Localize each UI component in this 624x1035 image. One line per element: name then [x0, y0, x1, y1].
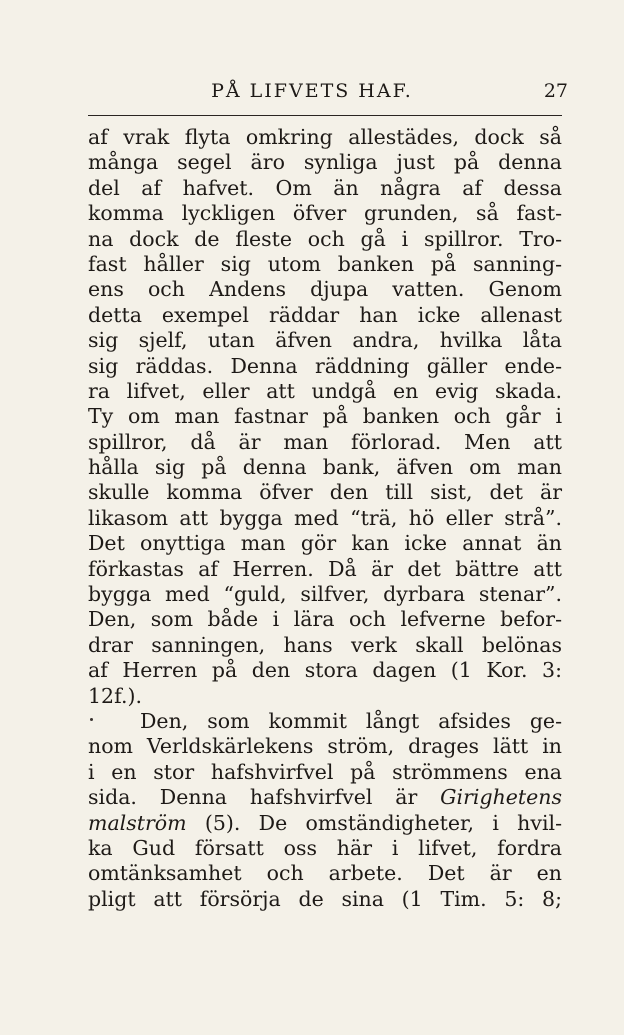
- text-line: detta exempel räddar han icke allenast: [88, 302, 562, 327]
- text-line: del af hafvet. Om än några af dessa: [88, 175, 562, 200]
- text-line: pligt att försörja de sina (1 Tim. 5: 8;: [88, 886, 562, 911]
- text-line: nom Verldskärlekens ström, drages lätt in: [88, 734, 562, 759]
- text-line: [88, 811, 562, 836]
- text-line: Ty om man fastnar på banken och går i: [88, 404, 562, 429]
- italic-term: malström: [88, 810, 187, 835]
- text-line: hålla sig på denna bank, äfven om man: [88, 455, 562, 480]
- text-segment: (5). De omständigheter, i hvil-: [186, 810, 562, 835]
- text-line: ens och Andens djupa vatten. Genom: [88, 277, 562, 302]
- text-line: 12f.).: [88, 683, 142, 708]
- text-line: komma lyckligen öfver grunden, så fast-: [88, 201, 562, 226]
- page-number: 27: [543, 80, 568, 102]
- text-line: bygga med “guld, silfver, dyrbara stenar”.: [88, 582, 562, 607]
- text-line: sig sjelf, utan äfven andra, hvilka låta: [88, 328, 562, 353]
- text-line: na dock de fleste och gå i spillror. Tro-: [88, 226, 562, 251]
- text-segment: sida. Denna hafshvirfvel är: [88, 785, 418, 810]
- text-line: Den, som kommit långt afsides ge-: [140, 708, 562, 733]
- text-line: drar sanningen, hans verk skall belönas: [88, 632, 562, 657]
- body-text: [88, 125, 562, 912]
- text-line: många segel äro synliga just på denna: [88, 150, 562, 175]
- text-line: sig räddas. Denna räddning gäller ende-: [88, 353, 562, 378]
- text-line: förkastas af Herren. Då är det bättre att: [88, 556, 562, 581]
- text-line: i en stor hafshvirfvel på strömmens ena: [88, 759, 562, 784]
- text-line: [88, 785, 562, 810]
- ink-speck: [90, 718, 93, 721]
- italic-term: Girighetens: [440, 785, 562, 810]
- text-line: skulle komma öfver den till sist, det är: [88, 480, 562, 505]
- text-line: af vrak flyta omkring allestädes, dock så: [88, 125, 562, 149]
- text-line: ra lifvet, eller att undgå en evig skada.: [88, 378, 562, 403]
- text-line: fast håller sig utom banken på sanning-: [88, 251, 562, 276]
- text-line: af Herren på den stora dagen (1 Kor. 3:: [88, 658, 562, 683]
- text-line: ka Gud försatt oss här i lifvet, fordra: [88, 835, 562, 860]
- running-header-title: PÅ LIFVETS HAF.: [211, 80, 413, 102]
- header-rule: [88, 115, 562, 116]
- text-line: spillror, då är man förlorad. Men att: [88, 429, 562, 454]
- text-line: likasom att bygga med “trä, hö eller strå”.: [88, 505, 562, 530]
- text-line: Det onyttiga man gör kan icke annat än: [88, 531, 562, 556]
- text-line: omtänksamhet och arbete. Det är en: [88, 861, 562, 886]
- text-line: Den, som både i lära och lefverne befor-: [88, 607, 562, 632]
